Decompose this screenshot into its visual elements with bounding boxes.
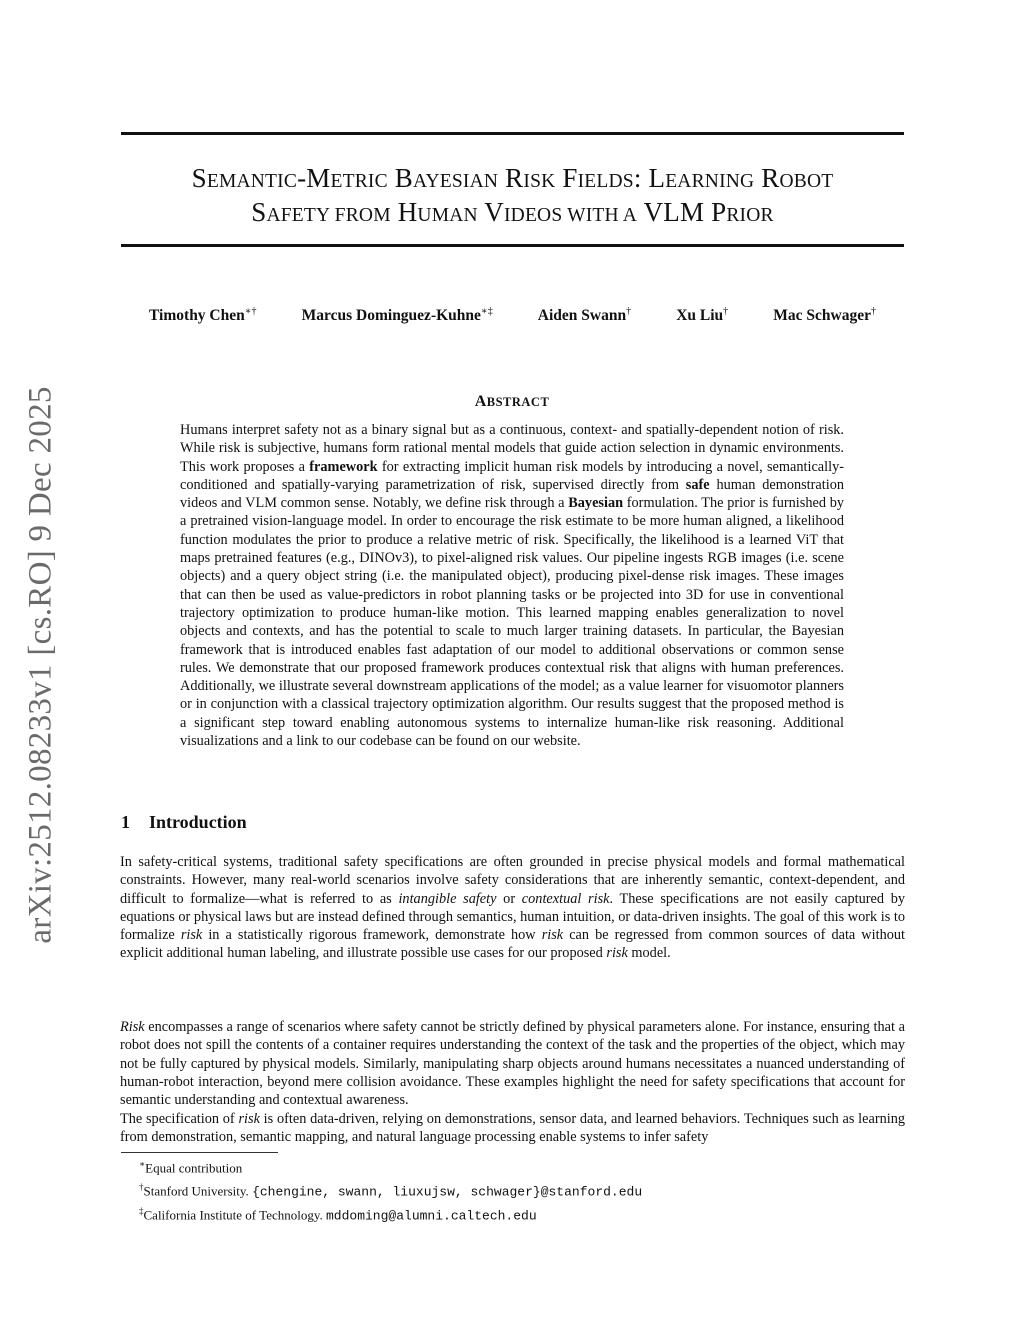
title-bottom-rule <box>121 244 904 247</box>
arxiv-identifier-text: arXiv:2512.08233v1 [cs.RO] 9 Dec 2025 <box>22 386 59 944</box>
footnote-email[interactable]: mddoming@alumni.caltech.edu <box>326 1207 537 1223</box>
footnotes <box>139 1155 642 1225</box>
abstract-heading: ABSTRACT <box>474 393 550 410</box>
paper-title-line-2: SAFETY FROM HUMAN VIDEOS WITH A VLM PRIOR <box>251 197 774 227</box>
section-heading-introduction: 1 Introduction <box>121 812 247 832</box>
abstract-text: Humans interpret safety not as a binary signal but as a continuous, context- and spatially-dependent notion of risk. While risk is subjective, humans form rational mental models that guide action selection in dynamic environments. This work proposes a framework for extracting implicit human risk models by introducing a novel, semantically-conditioned and spatially-varying parametrization of risk, supervised directly from safe human demonstration videos and VLM common sense. Notably, we define risk through a Bayesian formulation. The prior is furnished by a pretrained vision-language model. In order to encourage the risk estimate to be more human aligned, a likelihood function modulates the prior to produce a relative metric of risk. Specifically, the likelihood is a learned ViT that maps pretrained features (e.g., DINOv3), to pixel-aligned risk values. Our pipeline ingests RGB images (i.e. scene objects) and a query object string (i.e. the manipulated object), producing pixel-dense risk images. These images that can then be used as value-predictors in robot planning tasks or be projected into 3D for use in conventional trajectory optimization to produce human-like motion. This learned mapping enables generalization to novel objects and contexts, and has the potential to scale to much larger training datasets. In particular, the Bayesian framework that is introduced enables fast adaptation of our model to additional observations or common sense rules. We demonstrate that our proposed framework produces contextual risk that aligns with human preferences. Additionally, we illustrate several downstream applications of the model; as a value learner for visuomotor planners or in conjunction with a classical trajectory optimization algorithm. Our results suggest that the proposed method is a significant step toward enabling autonomous systems to internalize human-like risk reasoning. Additional visualizations and a link to our codebase can be found on our website. <box>180 422 845 750</box>
intro-paragraph-3: The specification of risk is often data-driven, relying on demonstrations, sensor data, and learned behaviors. Techniques such as learning from demonstration, semantic mapping, and natural language processing enable systems to infer safety <box>120 1111 906 1146</box>
footnote: †Stanford University. {chengine, swann, liuxujsw, schwager}@stanford.edu <box>139 1181 643 1200</box>
arxiv-identifier <box>21 375 61 955</box>
intro-paragraph-1: In safety-critical systems, traditional safety specifications are often grounded in precise physical models and formal mathematical constraints. However, many real-world scenarios involve safety considerations that are inherently semantic, context-dependent, and difficult to formalize—what is referred to as intangible safety or contextual risk. These specifications are not easily captured by equations or physical laws but are instead defined through semantics, human intuition, or data-driven insights. The goal of this work is to formalize risk in a statistically rigorous framework, demonstrate how risk can be regressed from common sources of data without explicit additional human labeling, and illustrate possible use cases for our proposed risk model. <box>120 854 906 962</box>
author: Aiden Swann† <box>537 306 632 325</box>
footnote: ∗Equal contribution <box>139 1159 243 1176</box>
intro-paragraph-2: Risk encompasses a range of scenarios where safety cannot be strictly defined by physical parameters alone. For instance, ensuring that a robot does not spill the contents of a container requires understanding the context of the task and the properties of the object, which may not be fully captured by physical models. Similarly, manipulating sharp objects around humans necessitates a nuanced understanding of human-robot interaction, beyond mere collision avoidance. These examples highlight the need for safety specifications that account for semantic understanding and contextual awareness. <box>120 1019 905 1109</box>
author: Mac Schwager† <box>773 306 876 325</box>
footnote-email[interactable]: {chengine, swann, liuxujsw, schwager}@stanford.edu <box>252 1184 643 1200</box>
footnote-rule <box>121 1152 278 1153</box>
author: Marcus Dominguez-Kuhne∗‡ <box>301 306 493 325</box>
title-top-rule <box>121 132 904 135</box>
author-list <box>121 306 904 325</box>
author: Timothy Chen∗† <box>149 306 257 325</box>
footnote: ‡California Institute of Technology. mddoming@alumni.caltech.edu <box>139 1205 537 1223</box>
paper-title-line-1: SEMANTIC-METRIC BAYESIAN RISK FIELDS: LEARNING ROBOT <box>191 163 834 193</box>
author: Xu Liu† <box>676 306 729 325</box>
